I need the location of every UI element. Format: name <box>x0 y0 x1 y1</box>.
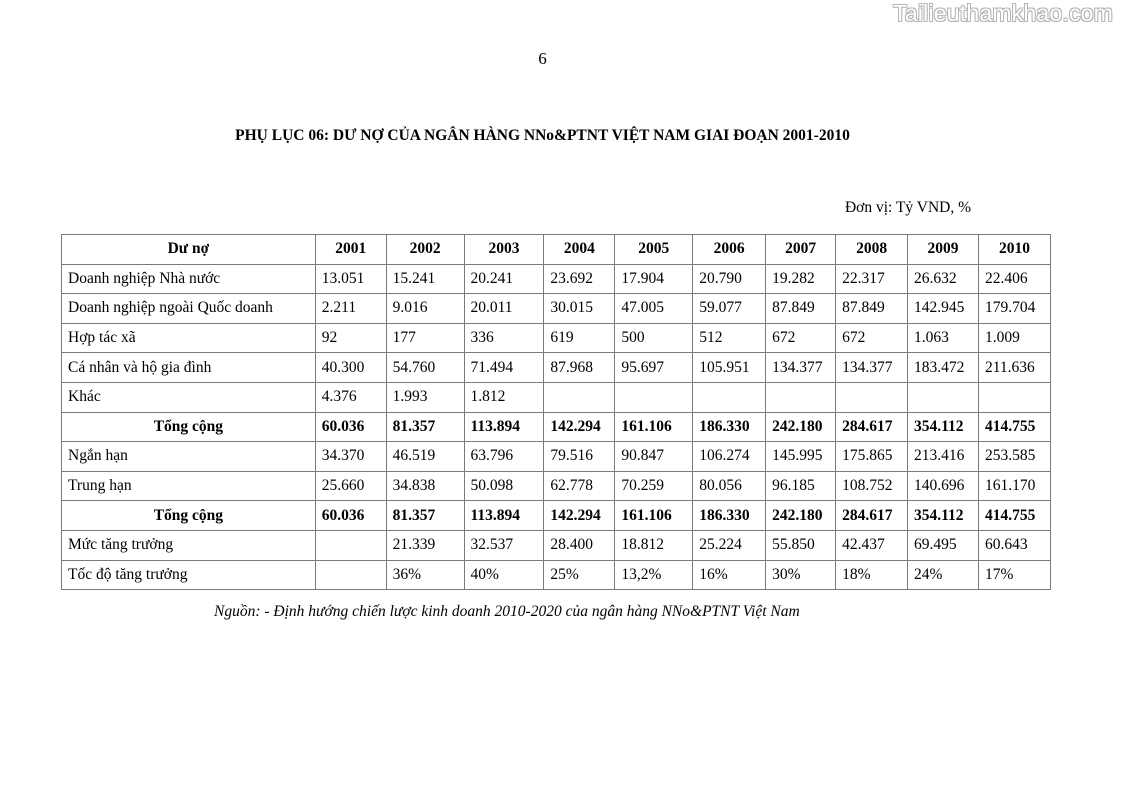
table-cell: 20.241 <box>464 264 544 294</box>
table-cell: 186.330 <box>693 501 766 531</box>
table-cell <box>315 530 386 560</box>
column-header-year: 2002 <box>386 235 464 265</box>
row-label: Mức tăng trưởng <box>62 530 316 560</box>
table-cell: 242.180 <box>766 501 836 531</box>
table-cell: 284.617 <box>836 412 908 442</box>
table-cell: 24% <box>908 560 979 590</box>
watermark: Tailieuthamkhao.com <box>893 0 1113 26</box>
table-cell: 42.437 <box>836 530 908 560</box>
table-cell: 81.357 <box>386 501 464 531</box>
table-cell: 30% <box>766 560 836 590</box>
table-cell: 87.849 <box>836 294 908 324</box>
table-cell: 20.011 <box>464 294 544 324</box>
row-label: Trung hạn <box>62 471 316 501</box>
table-cell <box>836 382 908 412</box>
table-cell: 95.697 <box>615 353 693 383</box>
table-cell: 92 <box>315 323 386 353</box>
table-cell: 25% <box>544 560 615 590</box>
table-cell: 161.106 <box>615 412 693 442</box>
table-cell <box>693 382 766 412</box>
table-cell: 354.112 <box>908 501 979 531</box>
table-cell: 253.585 <box>978 442 1050 472</box>
table-row <box>62 323 1051 353</box>
table-cell: 17% <box>978 560 1050 590</box>
table-cell: 50.098 <box>464 471 544 501</box>
column-header-year: 2008 <box>836 235 908 265</box>
table-cell: 113.894 <box>464 412 544 442</box>
table-cell: 19.282 <box>766 264 836 294</box>
table-cell: 60.036 <box>315 412 386 442</box>
table-cell: 54.760 <box>386 353 464 383</box>
unit-note: Đơn vị: Tỷ VND, % <box>844 199 971 216</box>
table-cell: 105.951 <box>693 353 766 383</box>
table-cell: 179.704 <box>978 294 1050 324</box>
table-cell: 145.995 <box>766 442 836 472</box>
table-cell <box>615 382 693 412</box>
column-header-year: 2007 <box>766 235 836 265</box>
table-cell: 25.224 <box>693 530 766 560</box>
table-cell: 80.056 <box>693 471 766 501</box>
table-cell: 1.063 <box>908 323 979 353</box>
table-cell: 15.241 <box>386 264 464 294</box>
table-cell: 96.185 <box>766 471 836 501</box>
row-label: Tổng cộng <box>62 501 316 531</box>
column-header-year: 2010 <box>978 235 1050 265</box>
table-cell: 161.106 <box>615 501 693 531</box>
table-cell: 81.357 <box>386 412 464 442</box>
table-cell: 69.495 <box>908 530 979 560</box>
column-header-year: 2006 <box>693 235 766 265</box>
row-label: Tổng cộng <box>62 412 316 442</box>
table-cell: 142.294 <box>544 501 615 531</box>
table-row <box>62 560 1051 590</box>
table-row <box>62 471 1051 501</box>
table-cell: 108.752 <box>836 471 908 501</box>
table-cell: 55.850 <box>766 530 836 560</box>
table-total-row <box>62 412 1051 442</box>
table-cell: 414.755 <box>978 501 1050 531</box>
table-cell: 40% <box>464 560 544 590</box>
table-row <box>62 442 1051 472</box>
table-cell <box>544 382 615 412</box>
table-cell: 25.660 <box>315 471 386 501</box>
table-cell: 175.865 <box>836 442 908 472</box>
table-cell: 87.968 <box>544 353 615 383</box>
table-cell: 21.339 <box>386 530 464 560</box>
table-cell: 619 <box>544 323 615 353</box>
table-cell: 134.377 <box>766 353 836 383</box>
table-cell: 134.377 <box>836 353 908 383</box>
table-cell: 183.472 <box>908 353 979 383</box>
column-header-year: 2003 <box>464 235 544 265</box>
row-label: Ngắn hạn <box>62 442 316 472</box>
table-cell: 186.330 <box>693 412 766 442</box>
table-cell: 4.376 <box>315 382 386 412</box>
table-header-row <box>62 235 1051 265</box>
column-header-year: 2009 <box>908 235 979 265</box>
table-cell: 354.112 <box>908 412 979 442</box>
table-row <box>62 294 1051 324</box>
table-cell: 672 <box>836 323 908 353</box>
table-cell: 71.494 <box>464 353 544 383</box>
table-cell: 34.838 <box>386 471 464 501</box>
table-cell: 414.755 <box>978 412 1050 442</box>
table-cell: 13.051 <box>315 264 386 294</box>
table-cell: 672 <box>766 323 836 353</box>
table-cell: 140.696 <box>908 471 979 501</box>
table-cell: 32.537 <box>464 530 544 560</box>
table-cell: 46.519 <box>386 442 464 472</box>
table-cell: 87.849 <box>766 294 836 324</box>
table-cell: 242.180 <box>766 412 836 442</box>
table-cell: 59.077 <box>693 294 766 324</box>
table-cell <box>908 382 979 412</box>
table-cell: 17.904 <box>615 264 693 294</box>
table-cell: 106.274 <box>693 442 766 472</box>
table-cell <box>766 382 836 412</box>
table-cell: 90.847 <box>615 442 693 472</box>
table-cell: 22.406 <box>978 264 1050 294</box>
table-cell: 20.790 <box>693 264 766 294</box>
table-cell: 23.692 <box>544 264 615 294</box>
table-row <box>62 530 1051 560</box>
table-cell: 47.005 <box>615 294 693 324</box>
table-cell: 213.416 <box>908 442 979 472</box>
table-cell: 1.009 <box>978 323 1050 353</box>
row-label: Tốc độ tăng trưởng <box>62 560 316 590</box>
table-cell: 142.294 <box>544 412 615 442</box>
table-cell: 512 <box>693 323 766 353</box>
row-label: Doanh nghiệp ngoài Quốc doanh <box>62 294 316 324</box>
table-cell: 18.812 <box>615 530 693 560</box>
table-cell: 284.617 <box>836 501 908 531</box>
table-cell <box>315 560 386 590</box>
row-label: Hợp tác xã <box>62 323 316 353</box>
table-cell: 22.317 <box>836 264 908 294</box>
table-cell: 113.894 <box>464 501 544 531</box>
table-cell: 30.015 <box>544 294 615 324</box>
table-cell: 36% <box>386 560 464 590</box>
table-cell: 40.300 <box>315 353 386 383</box>
source-note: Nguồn: - Định hướng chiến lược kinh doanh 2010-2020 của ngân hàng NNo&PTNT Việt Nam <box>214 603 800 620</box>
row-label: Khác <box>62 382 316 412</box>
table-cell: 336 <box>464 323 544 353</box>
table-cell: 28.400 <box>544 530 615 560</box>
table-cell: 13,2% <box>615 560 693 590</box>
column-header-year: 2001 <box>315 235 386 265</box>
table-cell: 161.170 <box>978 471 1050 501</box>
table-cell: 60.036 <box>315 501 386 531</box>
row-label: Cá nhân và hộ gia đình <box>62 353 316 383</box>
table-cell: 16% <box>693 560 766 590</box>
table-cell: 26.632 <box>908 264 979 294</box>
page-number: 6 <box>538 49 547 68</box>
debt-table <box>61 234 1051 590</box>
table-cell <box>978 382 1050 412</box>
table-cell: 60.643 <box>978 530 1050 560</box>
table-cell: 70.259 <box>615 471 693 501</box>
row-label: Doanh nghiệp Nhà nước <box>62 264 316 294</box>
table-cell: 34.370 <box>315 442 386 472</box>
table-cell: 211.636 <box>978 353 1050 383</box>
table-cell: 62.778 <box>544 471 615 501</box>
table-total-row <box>62 501 1051 531</box>
table-cell: 500 <box>615 323 693 353</box>
table-cell: 2.211 <box>315 294 386 324</box>
table-row <box>62 353 1051 383</box>
table-row <box>62 382 1051 412</box>
table-cell: 9.016 <box>386 294 464 324</box>
column-header-year: 2004 <box>544 235 615 265</box>
table-cell: 1.993 <box>386 382 464 412</box>
table-cell: 142.945 <box>908 294 979 324</box>
column-header-label: Dư nợ <box>62 235 316 265</box>
table-cell: 177 <box>386 323 464 353</box>
table-cell: 18% <box>836 560 908 590</box>
table-cell: 1.812 <box>464 382 544 412</box>
table-row <box>62 264 1051 294</box>
table-cell: 79.516 <box>544 442 615 472</box>
page-title: PHỤ LỤC 06: DƯ NỢ CỦA NGÂN HÀNG NNo&PTNT VIỆT NAM GIAI ĐOẠN 2001-2010 <box>235 127 850 144</box>
column-header-year: 2005 <box>615 235 693 265</box>
table-cell: 63.796 <box>464 442 544 472</box>
